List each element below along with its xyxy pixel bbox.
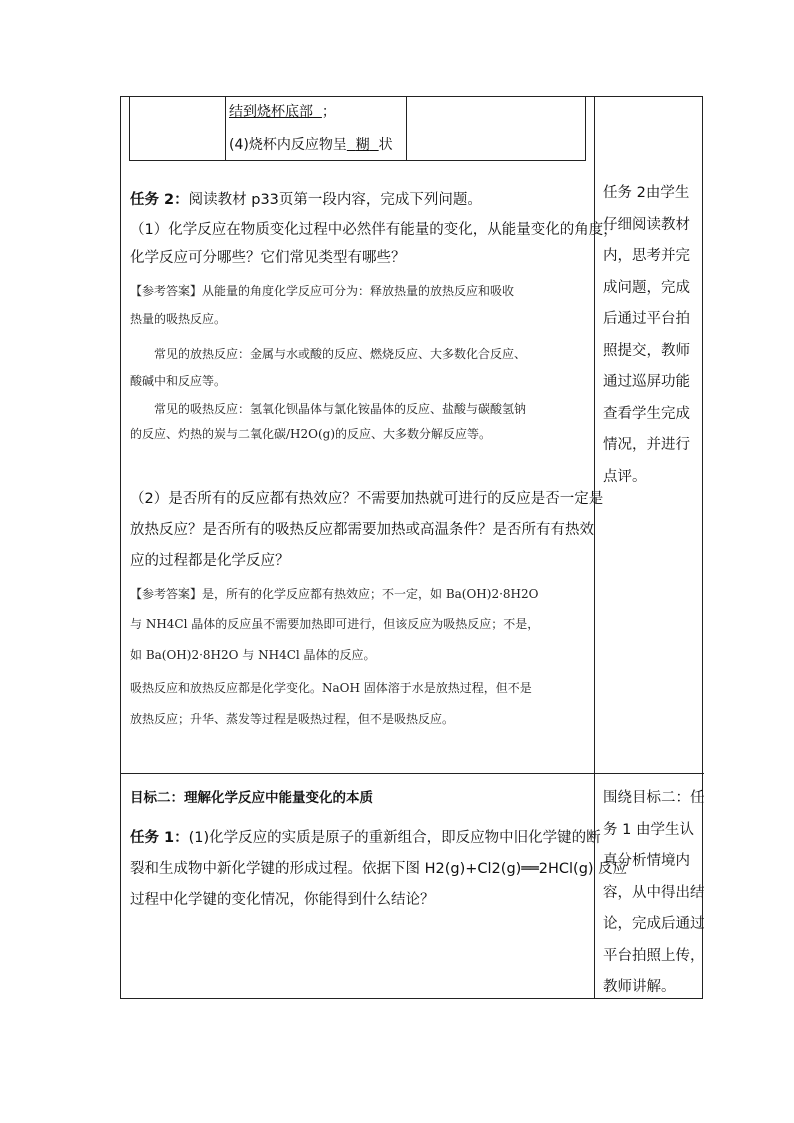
answer2-line1: 【参考答案】是，所有的化学反应都有热效应；不一定，如 Ba(OH)2·8H2O <box>130 587 539 601</box>
answer2-line3: 如 Ba(OH)2·8H2O 与 NH4Cl 晶体的反应。 <box>130 648 376 662</box>
goal2-task1-line3: 过程中化学键的变化情况，你能得到什么结论？ <box>130 892 435 908</box>
answer1-line5: 常见的吸热反应：氢氧化钡晶体与氯化铵晶体的反应、盐酸与碳酸氢钠 <box>154 402 527 416</box>
task2-intro: 任务 2：阅读教材 p33页第一段内容，完成下列问题。 <box>130 192 482 208</box>
answer1-line1: 【参考答案】从能量的角度化学反应可分为：释放热量的放热反应和吸收 <box>130 284 515 298</box>
answer1-line2: 热量的吸热反应。 <box>130 312 227 326</box>
answer2-line5: 放热反应；升华、蒸发等过程是吸热过程，但不是吸热反应。 <box>130 712 455 726</box>
remnant-line-1: 结到烧杯底部 ； <box>229 104 336 120</box>
answer1-line4: 酸碱中和反应等。 <box>130 374 227 388</box>
goal2-task1-line1: 任务 1：(1)化学反应的实质是原子的重新组合，即反应物中旧化学键的断 <box>130 830 601 846</box>
task2-q1-line1: （1）化学反应在物质变化过程中必然伴有能量的变化，从能量变化的角度， <box>130 222 618 238</box>
goal2-side-notes: 围绕目标二：任 务 1 由学生认 真分析情境内 容，从中得出结 论，完成后通过 平台拍照上传， 教师讲解。 <box>603 790 705 995</box>
answer1-line6: 的反应、灼热的炭与二氧化碳/H2O(g)的反应、大多数分解反应等。 <box>130 427 492 441</box>
nested-table-remnant <box>129 97 586 161</box>
answer2-line2: 与 NH4Cl 晶体的反应虽不需要加热即可进行，但该反应为吸热反应；不是， <box>130 617 540 631</box>
task2-q2-line3: 应的过程都是化学反应？ <box>130 553 290 569</box>
lesson-table <box>120 96 703 999</box>
answer2-line4: 吸热反应和放热反应都是化学变化。NaOH 固体溶于水是放热过程，但不是 <box>130 681 532 695</box>
row-divider <box>121 773 704 774</box>
answer1-line3: 常见的放热反应：金属与水或酸的反应、燃烧反应、大多数化合反应、 <box>154 347 527 361</box>
task2-q1-line2: 化学反应可分哪些？它们常见类型有哪些？ <box>130 250 406 266</box>
remnant-line-2: (4)烧杯内反应物呈 糊 状 <box>229 137 393 153</box>
goal2-heading: 目标二：理解化学反应中能量变化的本质 <box>130 790 373 806</box>
task2-q2-line2: 放热反应？是否所有的吸热反应都需要加热或高温条件？是否所有有热效 <box>130 522 594 538</box>
goal2-task1-line2: 裂和生成物中新化学键的形成过程。依据下图 H2(g)+Cl2(g)══2HCl(g) 反应 <box>130 861 628 877</box>
task2-side-notes: 任务 2由学生 仔细阅读教材 内，思考并完 成问题，完成 后通过平台拍 照提交，教师 通过巡屏功能 查看学生完成 情况，并进行 点评。 <box>603 185 690 485</box>
task2-q2-line1: （2）是否所有的反应都有热效应？不需要加热就可进行的反应是否一定是 <box>130 491 604 507</box>
